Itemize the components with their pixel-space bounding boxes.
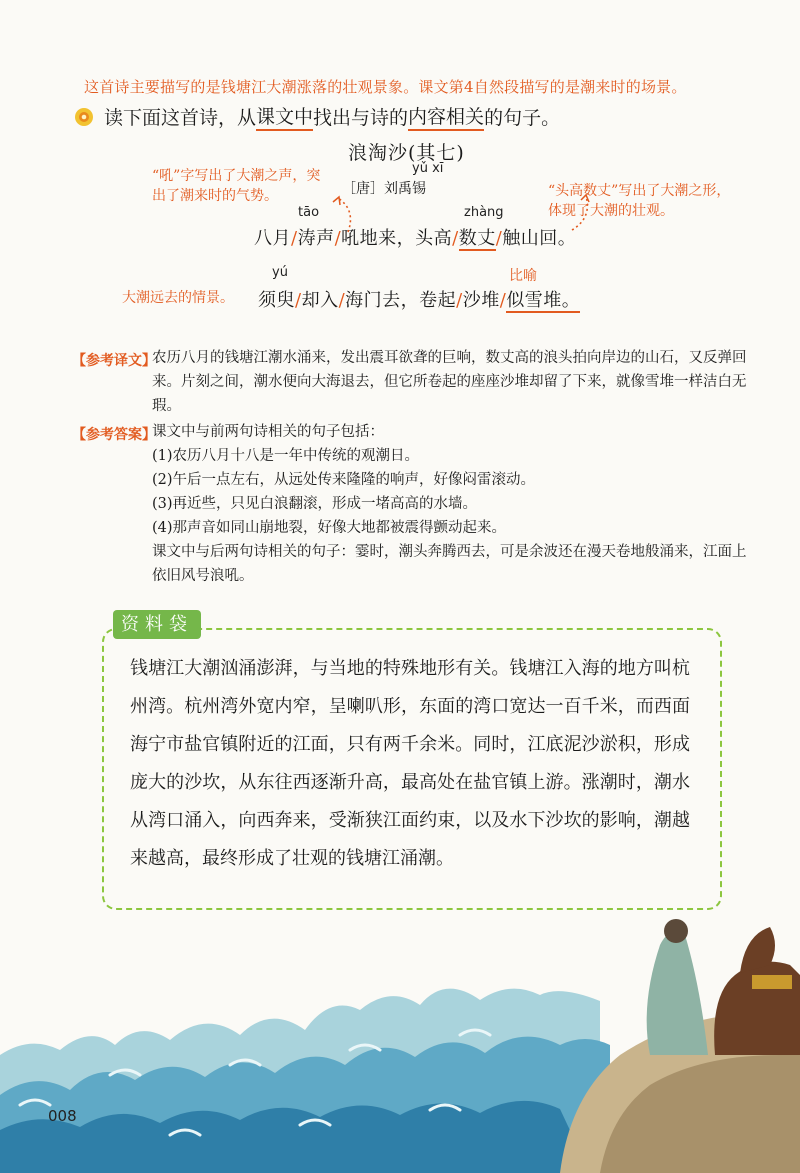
line1-seg2: 涛声: [297, 228, 335, 249]
pinyin-tao: tāo: [298, 205, 320, 220]
line2-seg3: 海门去，卷起: [345, 290, 457, 311]
line1-seg5: 触山回。: [502, 228, 577, 249]
task-underline-2: 内容相关: [408, 102, 484, 131]
pinyin-zhang: zhàng: [464, 205, 504, 220]
poem-line-1: 八月/涛声/吼地来，头高/数丈/触山回。: [254, 228, 577, 249]
line2-seg4: 沙堆: [462, 290, 500, 311]
task-text-a: 读下面这首诗，从: [104, 107, 257, 129]
answer-item-3: (3)再近些，只见白浪翻滚，形成一堵高高的水墙。: [152, 496, 478, 512]
task-instruction: [74, 102, 560, 131]
scholar-figure: [647, 919, 708, 1055]
annotation-arrows: [297, 190, 600, 250]
pinyin-yuxi: yǔ xī: [412, 161, 444, 176]
answer-item-1: (1)农历八月十八是一年中传统的观潮日。: [152, 448, 420, 464]
line2-seg5: 似雪堆。: [506, 290, 581, 311]
horse-figure: [714, 927, 800, 1055]
task-text-b: 找出与诗的: [313, 107, 409, 129]
line1-seg4: 数丈: [458, 228, 496, 249]
task-text-c: 的句子。: [484, 107, 561, 129]
answer-item-4: (4)那声音如同山崩地裂，好像大地都被震得颤动起来。: [152, 520, 507, 536]
annotation-left-top: “吼”字写出了大潮之声，突出了潮来时的气势。: [152, 168, 321, 204]
tide-illustration: [0, 905, 800, 1173]
line1-seg3: 吼地来，头高: [341, 228, 453, 249]
intro-note: 这首诗主要描写的是钱塘江大潮涨落的壮观景象。课文第4自然段描写的是潮来时的场景。: [84, 78, 687, 96]
page-number: 008: [48, 1107, 77, 1125]
info-box-tag: 资料袋: [113, 610, 201, 639]
poem-line-2: 须臾/却入/海门去，卷起/沙堆/似雪堆。: [258, 290, 581, 311]
info-box-text: 钱塘江大潮汹涌澎湃，与当地的特殊地形有关。钱塘江入海的地方叫杭州湾。杭州湾外宽内窄，呈喇叭形，东面的湾口宽达一百千米，而西面海宁市盐官镇附近的江面，只有两千余米。同时，江底泥沙淤积，形成庞大的沙坎，从东往西逐渐升高，最高处在盐官镇上游。涨潮时，潮水从湾口涌入，向西奔来，受渐狭江面约束，以及水下沙坎的影响，潮越来越高，最终形成了壮观的钱塘江涌潮。: [130, 658, 690, 869]
answer-intro: 课文中与前两句诗相关的句子包括：: [152, 424, 384, 440]
annotation-right-bottom: 比喻: [509, 268, 537, 284]
poem-title: 浪淘沙(其七): [348, 142, 465, 164]
line2-seg1: 须臾: [258, 290, 295, 311]
answer-outro: 课文中与后两句诗相关的句子：霎时，潮头奔腾西去，可是余波还在漫天卷地般涌来，江面上依旧风号浪吼。: [152, 544, 747, 584]
line1-seg1: 八月: [254, 228, 291, 249]
task-underline-1: 课文中: [256, 102, 313, 131]
translation-label: 【参考译文】: [72, 353, 156, 369]
line2-seg2: 却入: [301, 290, 339, 311]
annotation-left-bottom: 大潮远去的情景。: [122, 290, 234, 306]
annotation-right-top: “头高数丈”写出了大潮之形，体现了大潮的壮观。: [548, 183, 731, 219]
answer-item-2: (2)午后一点左右，从远处传来隆隆的响声，好像闷雷滚动。: [152, 472, 536, 488]
pinyin-yu: yú: [272, 265, 288, 280]
poem-author: ［唐］刘禹锡: [342, 181, 426, 197]
sun-bullet-icon: [74, 107, 94, 127]
translation-text: 农历八月的钱塘江潮水涌来，发出震耳欲聋的巨响，数丈高的浪头拍向岸边的山石，又反弹回来。片刻之间，潮水便向大海退去，但它所卷起的座座沙堆却留了下来，就像雪堆一样洁白无瑕。: [152, 350, 747, 414]
answer-label: 【参考答案】: [72, 427, 156, 443]
